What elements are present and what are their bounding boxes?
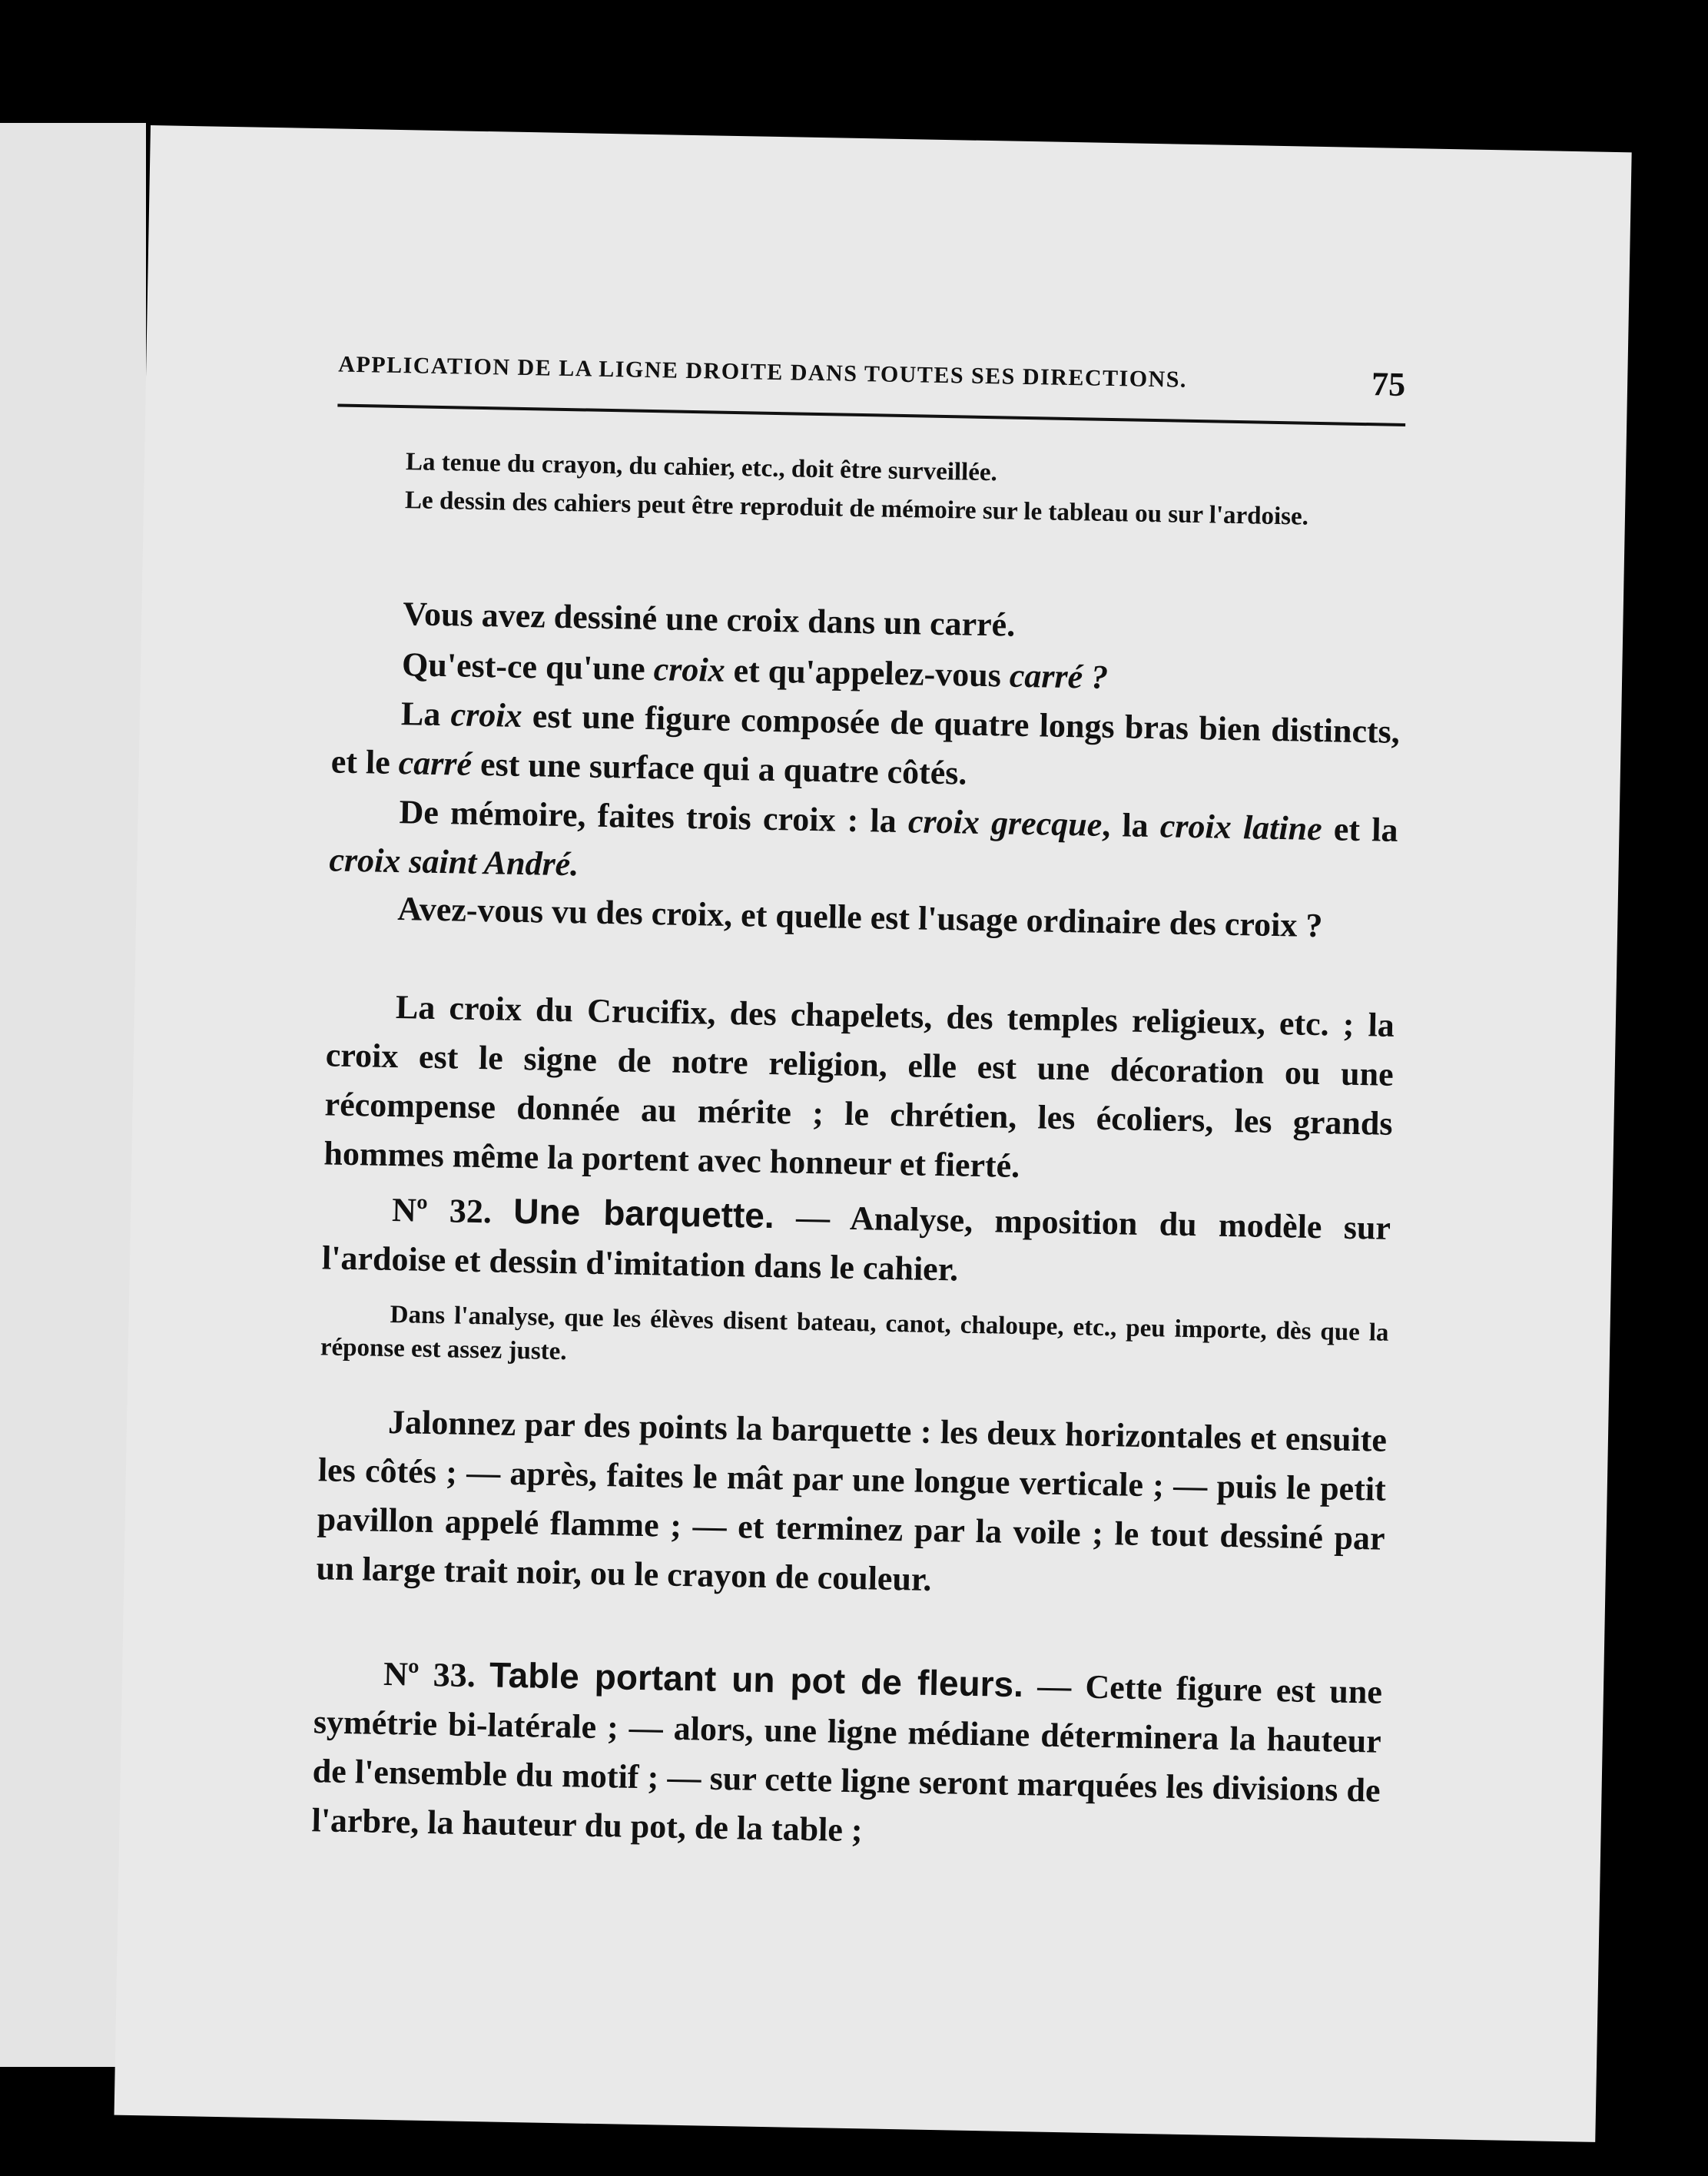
teacher-note-1: La tenue du crayon, du cahier, etc., doit être surveillée. xyxy=(405,448,998,487)
section-33-text: — Cette figure est une symétrie bi-latérale ; — alors, une ligne médiane déterminera la hauteur de l'ensemble du motif ; — sur cette ligne seront marquées les divisions de l'arbre, la hauteur du pot, de la table ; xyxy=(311,1667,1383,1849)
running-header: APPLICATION DE LA LIGNE DROITE DANS TOUTES SES DIRECTIONS. xyxy=(338,351,1188,393)
paragraph-5: Avez-vous vu des croix, et quelle est l'usage ordinaire des croix ? xyxy=(396,890,1323,945)
p3-text-a: La xyxy=(400,695,452,734)
paragraph-7: Jalonnez par des points la barquette : les deux horizontales et ensuite les côtés ; — après, faites le mât par une longue verticale ; — puis le petit pavillon appelé flamme ; — et terminez par la voile ; le tout dessiné par un large trait noir, ou le crayon de couleur. xyxy=(316,1402,1388,1598)
section-32 xyxy=(321,1183,1391,1302)
section-32-text: — Analyse, mposition du modèle sur l'ardoise et dessin d'imitation dans le cahier. xyxy=(321,1198,1391,1289)
p4-text-a: De mémoire, faites trois croix : la xyxy=(399,793,909,841)
section-33 xyxy=(311,1647,1382,1864)
book-page xyxy=(114,125,1632,2142)
header-rule xyxy=(337,404,1405,426)
p3-italic-croix: croix xyxy=(450,695,523,735)
teacher-note-2: Le dessin des cahiers peut être reproduit de mémoire sur le tableau ou sur l'ardoise. xyxy=(404,486,1309,531)
teacher-note-3: Dans l'analyse, que les élèves disent bateau, canot, chaloupe, etc., peu importe, dès que la réponse est assez juste. xyxy=(320,1300,1389,1366)
p3-text-c: est une figure composée de quatre longs bras bien distincts, et le xyxy=(330,696,1401,782)
p2-italic-croix: croix xyxy=(653,650,726,689)
paragraph-6: La croix du Crucifix, des chapelets, des temples religieux, etc. ; la croix est le signe de notre religion, elle est une décoration ou une récompense donnée au mérite ; le chrétien, les écoliers, les grands hommes même la portent avec honneur et fierté. xyxy=(323,988,1395,1185)
p4-text-e: et la xyxy=(1322,810,1398,849)
section-32-number: Nº 32. xyxy=(391,1190,493,1231)
p4-italic-latine: croix latine xyxy=(1159,807,1323,848)
p2-text-a: Qu'est-ce qu'une xyxy=(401,645,655,688)
section-33-title: Table portant un pot de fleurs. xyxy=(489,1654,1024,1705)
p4-italic-grecque: croix grecque xyxy=(907,802,1103,844)
p3-text-e: est une surface qui a quatre côtés. xyxy=(471,745,967,792)
paragraph-3 xyxy=(330,688,1400,805)
section-33-number: Nº 33. xyxy=(383,1654,476,1695)
p3-italic-carre: carré xyxy=(398,744,473,783)
section-32-title: Une barquette. xyxy=(512,1190,775,1236)
p2-text-c: et qu'appelez-vous xyxy=(725,651,1010,695)
p2-italic-carre: carré ? xyxy=(1009,656,1109,696)
p4-italic-andre: croix saint André. xyxy=(329,841,579,884)
p4-text-c: , la xyxy=(1101,805,1161,845)
page-number: 75 xyxy=(1371,365,1406,403)
paragraph-1: Vous avez dessiné une croix dans un carré. xyxy=(402,595,1016,644)
